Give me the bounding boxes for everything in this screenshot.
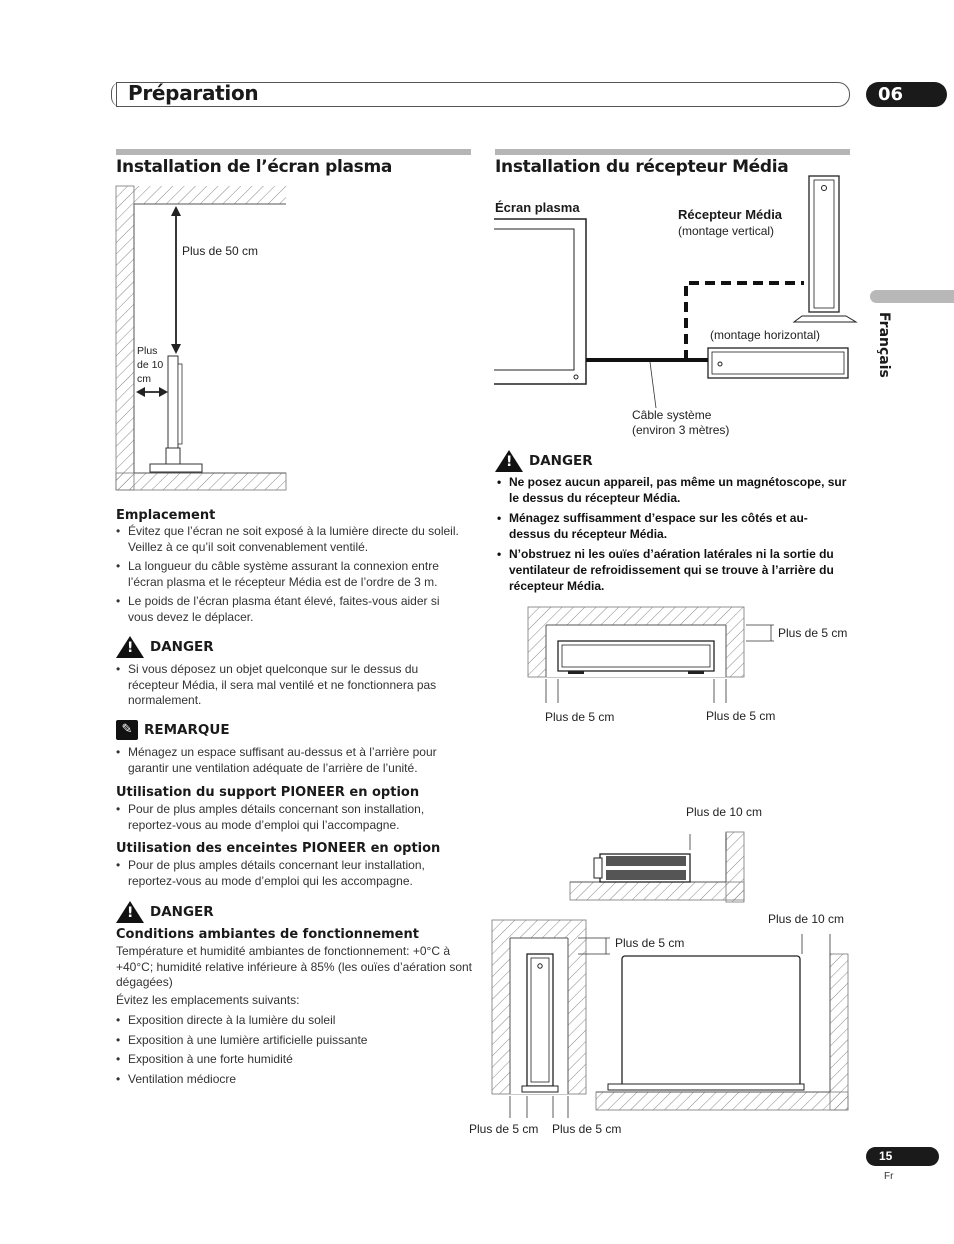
remarque-label: REMARQUE <box>144 722 230 738</box>
chapter-badge: 06 <box>866 82 947 107</box>
danger-heading-1 <box>116 636 214 658</box>
horizontal-mount-label: (montage horizontal) <box>710 328 821 342</box>
list-item: • Pour de plus amples détails concernant leur installation, reportez-vous au mode d’emploi qui les accompagne. <box>116 858 468 889</box>
support-heading: Utilisation du support PIONEER en option <box>116 785 420 800</box>
section-rule-left <box>116 149 471 155</box>
enceintes-list <box>116 858 468 893</box>
danger-heading-2 <box>116 901 214 923</box>
list-item: • Ne posez aucun appareil, pas même un magnétoscope, sur le dessus du récepteur Média. <box>497 474 849 506</box>
clearance-top-label: Plus de 50 cm <box>182 244 259 258</box>
danger-label: DANGER <box>529 453 593 469</box>
clearance-left-label: Plus de 5 cm <box>545 710 615 724</box>
emplacement-list <box>116 524 468 629</box>
warning-icon <box>116 901 144 923</box>
avoid-text: Évitez les emplacements suivants: <box>116 993 300 1007</box>
list-item: • Pour de plus amples détails concernant son installation, reportez-vous au mode d’emploi qui l’accompagne. <box>116 802 468 833</box>
list-item: • Ventilation médiocre <box>116 1072 468 1088</box>
language-label: Français <box>876 312 892 378</box>
list-item: • N’obstruez ni les ouïes d’aération latérales ni la sortie du ventilateur de refroidissement qui se trouve à l’arrière du récepteur Média. <box>497 546 849 594</box>
screen-label: Écran plasma <box>495 200 580 215</box>
receiver-label: Récepteur Média <box>678 207 783 222</box>
danger-label: DANGER <box>150 904 214 920</box>
clearance-right-label: Plus de 5 cm <box>706 709 776 723</box>
vertical-mount-label: (montage vertical) <box>678 224 775 238</box>
list-item: • Exposition à une forte humidité <box>116 1052 468 1068</box>
section-title-receiver: Installation du récepteur Média <box>495 157 789 177</box>
clearance-rear-label: Plus de 10 cm <box>768 912 845 926</box>
clearance-rear-label: Plus de 10 cm <box>137 345 164 385</box>
danger-label: DANGER <box>150 639 214 655</box>
clearance-figure-horizontal <box>528 607 778 707</box>
emplacement-heading: Emplacement <box>116 508 216 523</box>
warning-icon <box>495 450 523 472</box>
list-item: • La longueur du câble système assurant la connexion entre l’écran plasma et le récepteur Média est de l’ordre de 3 m. <box>116 559 468 590</box>
list-item: • Le poids de l’écran plasma étant élevé, faites-vous aider si vous devez le déplacer. <box>116 594 468 625</box>
cable-length-label: (environ 3 mètres) <box>632 423 730 437</box>
page-language: Fr <box>884 1171 894 1182</box>
list-item: • Exposition à une lumière artificielle puissante <box>116 1033 468 1049</box>
list-item: • Exposition directe à la lumière du soleil <box>116 1013 468 1029</box>
section-rule-right <box>495 149 850 155</box>
plasma-clearance-figure <box>116 186 288 492</box>
clearance-left-label: Plus de 5 cm <box>469 1122 539 1136</box>
enceintes-heading: Utilisation des enceintes PIONEER en option <box>116 841 441 856</box>
list-item: • Évitez que l’écran ne soit exposé à la lumière directe du soleil. Veillez à ce qu’il soit convenablement ventilé. <box>116 524 468 555</box>
danger-list-right <box>497 474 849 598</box>
warning-icon <box>116 636 144 658</box>
clearance-figure-rear <box>570 826 746 902</box>
page-title: Préparation <box>128 81 259 105</box>
clearance-top-label: Plus de 5 cm <box>615 936 685 950</box>
cable-label: Câble système <box>632 408 712 422</box>
conditions-text: Température et humidité ambiantes de fonctionnement: +0°C à +40°C; humidité relative inférieure à 85% (les ouïes d’aération sont dégagées) <box>116 944 472 989</box>
section-title-plasma: Installation de l’écran plasma <box>116 157 393 177</box>
clearance-top-label: Plus de 5 cm <box>778 626 848 640</box>
remarque-list <box>116 745 468 780</box>
support-list <box>116 802 468 837</box>
avoid-list <box>116 1013 468 1091</box>
list-item: • Ménagez suffisamment d’espace sur les côtés et au-dessus du récepteur Média. <box>497 510 849 542</box>
conditions-heading: Conditions ambiantes de fonctionnement <box>116 927 419 942</box>
pencil-icon: ✎ <box>116 720 138 740</box>
list-item: • Si vous déposez un objet quelconque sur le dessus du récepteur Média, il sera mal ventilé et ne fonctionnera pas normalement. <box>116 662 468 709</box>
language-tab <box>870 290 954 303</box>
clearance-right-label: Plus de 5 cm <box>552 1122 622 1136</box>
list-item: • Ménagez un espace suffisant au-dessus et à l’arrière pour garantir une ventilation adéquate de l’arrière de l’unité. <box>116 745 468 776</box>
clearance-rear-label: Plus de 10 cm <box>686 805 763 819</box>
page-number: 15 <box>866 1147 939 1166</box>
remarque-heading <box>116 720 230 740</box>
danger-heading-right <box>495 450 593 472</box>
danger-list-1 <box>116 662 468 713</box>
